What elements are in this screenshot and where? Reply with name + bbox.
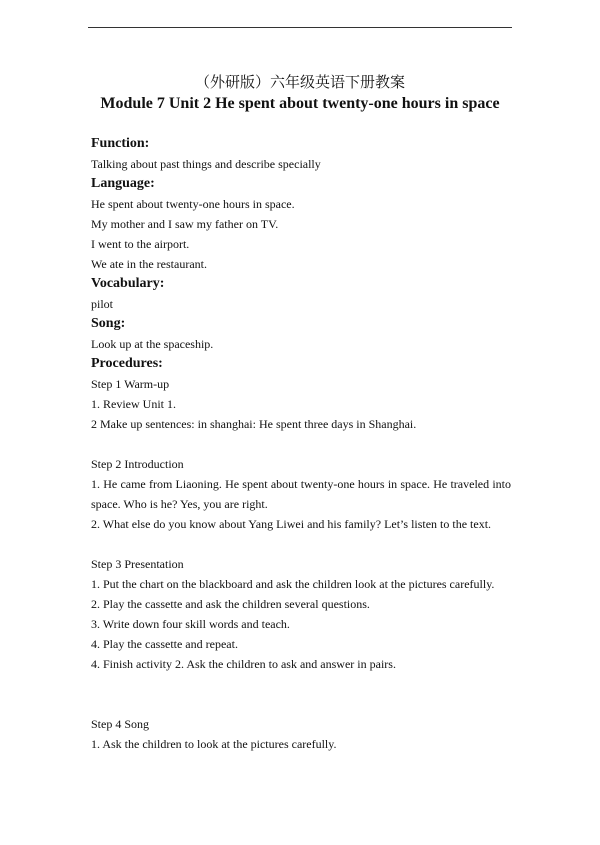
header-rule bbox=[88, 27, 512, 28]
step3-item: 3. Write down four skill words and teach. bbox=[91, 617, 290, 631]
step4-title: Step 4 Song bbox=[91, 717, 150, 731]
step1-item: 1. Review Unit 1. bbox=[91, 397, 176, 411]
language-line: My mother and I saw my father on TV. bbox=[91, 217, 279, 231]
step2-item: 1. He came from Liaoning. He spent about twenty-one hours in space. He traveled into space. Who is he? Yes, you are right. bbox=[91, 477, 511, 511]
spacer bbox=[91, 674, 511, 714]
step3-item: 4. Finish activity 2. Ask the children to ask and answer in pairs. bbox=[91, 657, 396, 671]
step3-item: 1. Put the chart on the blackboard and ask the children look at the pictures carefully. bbox=[91, 577, 495, 591]
lesson-content bbox=[91, 134, 511, 754]
vocabulary-heading: Vocabulary: bbox=[91, 276, 165, 291]
step2-title: Step 2 Introduction bbox=[91, 457, 184, 471]
lesson-title: Module 7 Unit 2 He spent about twenty-one hours in space bbox=[100, 95, 500, 112]
function-heading: Function: bbox=[91, 136, 150, 151]
procedures-heading: Procedures: bbox=[91, 356, 163, 371]
song-text: Look up at the spaceship. bbox=[91, 337, 214, 351]
chinese-title: （外研版）六年级英语下册教案 bbox=[194, 73, 405, 91]
function-text: Talking about past things and describe specially bbox=[91, 157, 321, 171]
vocabulary-text: pilot bbox=[91, 297, 114, 311]
song-heading: Song: bbox=[91, 316, 126, 331]
step1-item: 2 Make up sentences: in shanghai: He spent three days in Shanghai. bbox=[91, 417, 417, 431]
step4-item: 1. Ask the children to look at the pictures carefully. bbox=[91, 737, 337, 751]
step3-item: 4. Play the cassette and repeat. bbox=[91, 637, 238, 651]
language-line: I went to the airport. bbox=[91, 237, 190, 251]
language-line: We ate in the restaurant. bbox=[91, 257, 207, 271]
step1-title: Step 1 Warm-up bbox=[91, 377, 170, 391]
spacer bbox=[91, 434, 511, 454]
spacer bbox=[91, 534, 511, 554]
language-line: He spent about twenty-one hours in space. bbox=[91, 197, 295, 211]
language-heading: Language: bbox=[91, 176, 155, 191]
step3-title: Step 3 Presentation bbox=[91, 557, 184, 571]
step3-item: 2. Play the cassette and ask the children several questions. bbox=[91, 597, 370, 611]
step2-item: 2. What else do you know about Yang Liwei and his family? Let’s listen to the text. bbox=[91, 517, 492, 531]
